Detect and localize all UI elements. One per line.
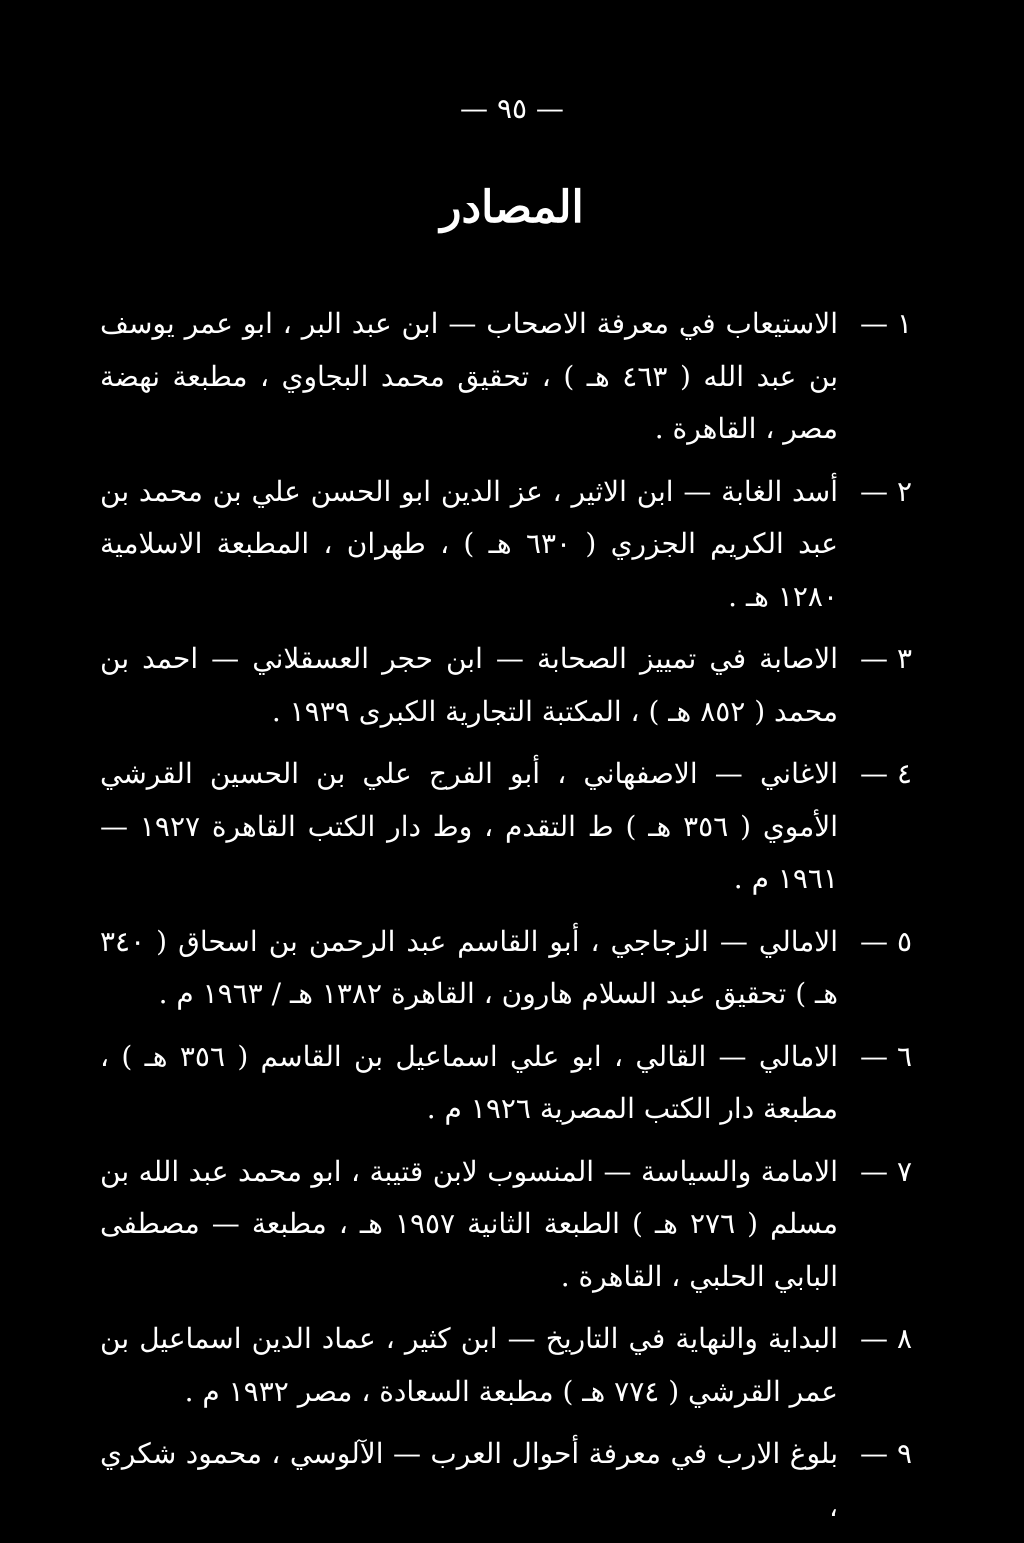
- reference-entry: [100, 1313, 912, 1418]
- references-list: [100, 298, 912, 1543]
- reference-number: ٨ —: [860, 1322, 912, 1355]
- reference-number: ٤ —: [860, 757, 912, 790]
- reference-number: ١ —: [860, 307, 912, 340]
- reference-number: ٢ —: [860, 474, 912, 508]
- reference-number: ٩ —: [860, 1437, 912, 1470]
- reference-text: بلوغ الارب في معرفة أحوال العرب — الآلوسي ، محمود شكري ،: [100, 1437, 838, 1523]
- reference-entry: [100, 916, 912, 1021]
- reference-text: الامالي — القالي ، ابو علي اسماعيل بن القاسم ( ٣٥٦ هـ ) ، مطبعة دار الكتب المصرية ١٩٢٦ م .: [100, 1039, 838, 1125]
- reference-entry: [100, 298, 912, 456]
- reference-text: الاستيعاب في معرفة الاصحاب — ابن عبد البر ، ابو عمر يوسف بن عبد الله ( ٤٦٣ هـ ) ، تحقيق محمد البجاوي ، مطبعة نهضة مصر ، القاهرة .: [100, 307, 839, 445]
- reference-entry: [100, 1428, 912, 1533]
- reference-number: ٥ —: [860, 924, 912, 958]
- reference-entry: [100, 466, 912, 624]
- page-number: — ٩٥ —: [460, 92, 564, 125]
- reference-number: ٣ —: [860, 642, 912, 675]
- reference-text: الاغاني — الاصفهاني ، أبو الفرج علي بن الحسين القرشي الأموي ( ٣٥٦ هـ ) ط التقدم ، وط دار الكتب القاهرة ١٩٢٧ — ١٩٦١ م .: [100, 757, 839, 895]
- reference-entry: [100, 1146, 912, 1304]
- section-heading: المصادر: [440, 182, 584, 233]
- reference-number: ٦ —: [860, 1039, 912, 1073]
- reference-text: الامالي — الزجاجي ، أبو القاسم عبد الرحمن بن اسحاق ( ٣٤٠ هـ ) تحقيق عبد السلام هارون ، القاهرة ١٣٨٢ هـ / ١٩٦٣ م .: [100, 924, 838, 1010]
- reference-text: الاصابة في تمييز الصحابة — ابن حجر العسقلاني — احمد بن محمد ( ٨٥٢ هـ ) ، المكتبة التجارية الكبرى ١٩٣٩ .: [100, 642, 838, 728]
- reference-entry: [100, 1031, 912, 1136]
- reference-entry: [100, 748, 912, 906]
- reference-text: أسد الغابة — ابن الاثير ، عز الدين ابو الحسن علي بن محمد بن عبد الكريم الجزري ( ٦٣٠ هـ ) ، طهران ، المطبعة الاسلامية ١٢٨٠ هـ .: [100, 474, 838, 613]
- reference-number: ٧ —: [860, 1154, 912, 1188]
- reference-entry: [100, 633, 912, 738]
- reference-text: البداية والنهاية في التاريخ — ابن كثير ، عماد الدين اسماعيل بن عمر القرشي ( ٧٧٤ هـ ) مطبعة السعادة ، مصر ١٩٣٢ م .: [100, 1322, 838, 1408]
- reference-text: الامامة والسياسة — المنسوب لابن قتيبة ، ابو محمد عبد الله بن مسلم ( ٢٧٦ هـ ) الطبعة الثانية ١٩٥٧ هـ ، مطبعة — مصطفى البابي الحلبي ، القاهرة .: [100, 1154, 839, 1293]
